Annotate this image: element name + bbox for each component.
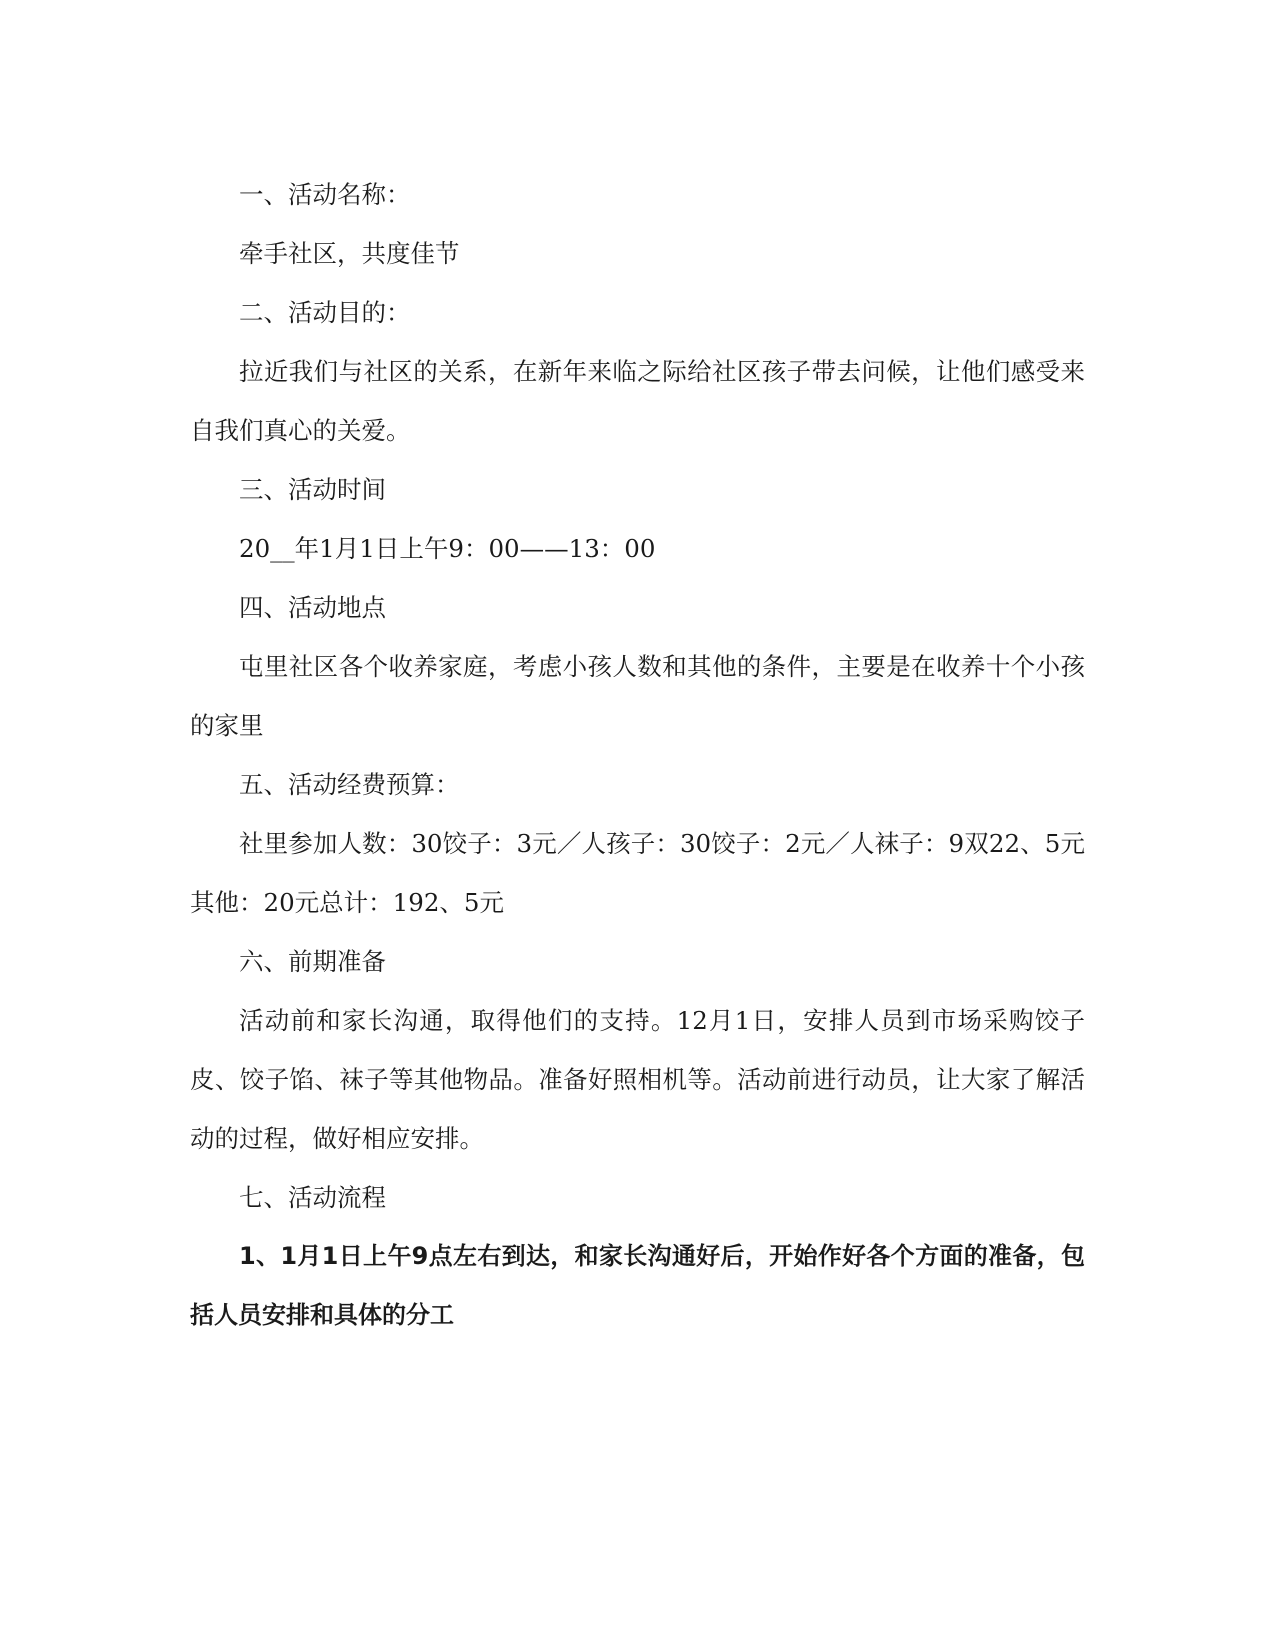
preparation-text: 活动前和家长沟通，取得他们的支持。12月1日，安排人员到市场采购饺子皮、饺子馅、袜子等其他物品。准备好照相机等。活动前进行动员，让大家了解活动的过程，做好相应安排。 [190, 1006, 1085, 1153]
budget-text: 社里参加人数：30饺子：3元／人孩子：30饺子：2元／人袜子：9双22、5元其他：20元总计：192、5元 [190, 829, 1085, 917]
activity-name-text: 牵手社区，共度佳节 [239, 239, 460, 268]
document-body [190, 165, 1085, 1345]
section-heading-activity-name: 一、活动名称： [239, 180, 411, 209]
section-heading-procedure: 七、活动流程 [239, 1183, 386, 1212]
section-heading-activity-purpose: 二、活动目的： [239, 298, 411, 327]
activity-purpose-text: 拉近我们与社区的关系，在新年来临之际给社区孩子带去问候，让他们感受来自我们真心的关爱。 [190, 357, 1085, 445]
section-heading-budget: 五、活动经费预算： [239, 770, 460, 799]
activity-location-text: 屯里社区各个收养家庭，考虑小孩人数和其他的条件，主要是在收养十个小孩的家里 [190, 652, 1085, 740]
section-heading-activity-location: 四、活动地点 [239, 593, 386, 622]
activity-time-text: 20__年1月1日上午9：00——13：00 [239, 534, 656, 563]
section-heading-preparation: 六、前期准备 [239, 947, 386, 976]
procedure-step-1: 1、1月1日上午9点左右到达，和家长沟通好后，开始作好各个方面的准备，包括人员安排和具体的分工 [190, 1242, 1085, 1329]
section-heading-activity-time: 三、活动时间 [239, 475, 386, 504]
